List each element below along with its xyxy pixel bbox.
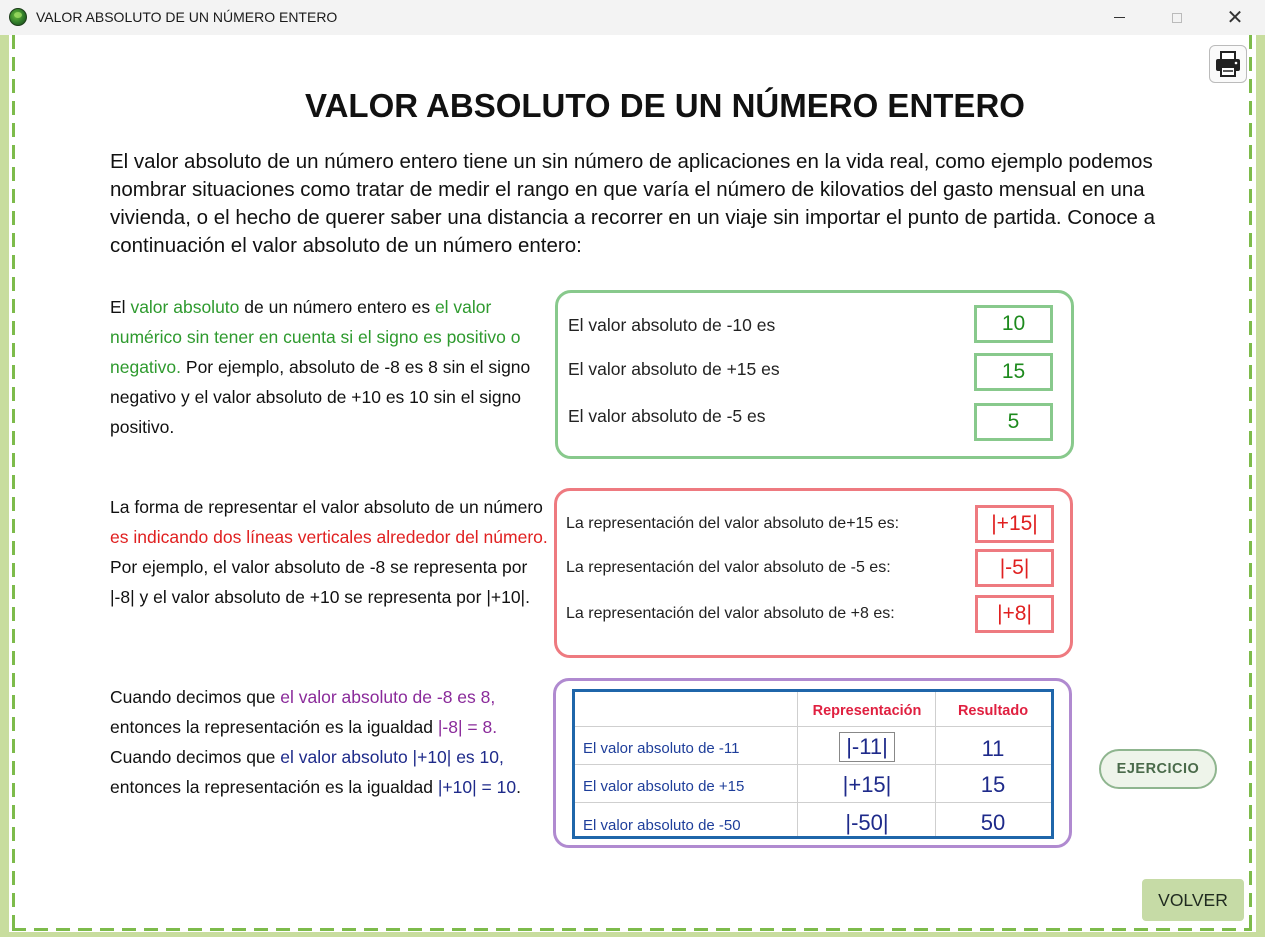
table-cell-representation: |-50|: [845, 810, 889, 835]
table-divider: [575, 726, 1051, 727]
table-cell-result: 15: [980, 772, 1006, 797]
representation-row-label: La representación del valor absoluto de+15 es:: [566, 515, 900, 532]
print-button[interactable]: [1209, 45, 1247, 83]
answer-box[interactable]: |+15|: [975, 505, 1054, 543]
answer-box[interactable]: 10: [974, 305, 1053, 343]
bottom-dashed-border: [12, 928, 1252, 931]
table-row-label: El valor absoluto de +15: [583, 778, 745, 795]
answer-box[interactable]: |+8|: [975, 595, 1054, 633]
close-button[interactable]: [1212, 0, 1258, 35]
page-title: VALOR ABSOLUTO DE UN NÚMERO ENTERO: [305, 87, 1025, 124]
representation-input[interactable]: |-11|: [839, 732, 895, 762]
main-canvas: [0, 35, 1265, 937]
left-border-strip: [0, 35, 9, 937]
right-border-strip: [1256, 35, 1265, 937]
equality-paragraph: [110, 682, 550, 802]
text-segment: de un número entero es: [244, 297, 435, 317]
table-cell-result: 50: [980, 810, 1006, 835]
globe-icon: [9, 8, 27, 26]
answer-box[interactable]: |-5|: [975, 549, 1054, 587]
table-row-label: El valor absoluto de -50: [583, 817, 741, 834]
right-dashed-border: [1249, 35, 1252, 937]
intro-paragraph: El valor absoluto de un número entero tiene un sin número de aplicaciones en la vida real, como ejemplo podemos nombrar situaciones como tratar de medir el rango en que varía el número de kilovatios del gasto mensual en una vivienda, o el hecho de querer saber una distancia a recorrer en un viaje sin importar el punto de partida. Conoce a continuación el valor absoluto de un número entero:: [110, 150, 1155, 257]
highlight-example-1: el valor absoluto de -8 es 8,: [280, 687, 496, 707]
equality-table: [572, 689, 1054, 839]
answer-box[interactable]: 15: [974, 353, 1053, 391]
maximize-button[interactable]: [1154, 0, 1200, 35]
highlight-example-2: el valor absoluto |+10| es 10,: [280, 747, 504, 767]
representation-row-label: La representación del valor absoluto de +8 es:: [566, 605, 895, 622]
highlight-term: valor absoluto: [130, 297, 245, 317]
maximize-icon: [1172, 13, 1182, 23]
table-header-representation: Representación: [812, 703, 922, 719]
text-segment: entonces la representación es la igualdad: [110, 717, 438, 737]
definition-paragraph: [110, 292, 550, 442]
text-segment: Cuando decimos que: [110, 747, 281, 767]
representation-examples-box: [554, 488, 1073, 658]
example-row-label: El valor absoluto de +15 es: [568, 359, 780, 379]
table-divider: [575, 764, 1051, 765]
bottom-border-strip: [0, 932, 1265, 937]
close-icon: ✕: [1226, 6, 1244, 29]
highlight-equality-1: |-8| = 8.: [437, 717, 498, 737]
table-cell-representation: |+15|: [842, 772, 892, 797]
minimize-button[interactable]: [1096, 0, 1142, 35]
text-segment: El: [110, 297, 131, 317]
text-segment: Cuando decimos que: [110, 687, 281, 707]
table-divider: [575, 802, 1051, 803]
text-segment: entonces la representación es la igualdad: [110, 777, 438, 797]
example-row-label: El valor absoluto de -10 es: [568, 315, 776, 335]
window-title: VALOR ABSOLUTO DE UN NÚMERO ENTERO: [36, 9, 338, 25]
text-segment: .: [516, 777, 521, 797]
representation-paragraph: [110, 492, 550, 612]
table-row-label: El valor absoluto de -11: [583, 740, 740, 757]
table-cell-result: 11: [981, 736, 1005, 761]
absolute-value-examples-box: [555, 290, 1074, 459]
window-titlebar: [0, 0, 1265, 35]
minimize-icon: [1114, 17, 1125, 18]
representation-row-label: La representación del valor absoluto de -5 es:: [566, 559, 891, 576]
table-cell-representation[interactable]: [797, 732, 937, 762]
volver-button[interactable]: VOLVER: [1142, 879, 1244, 921]
answer-box[interactable]: 5: [974, 403, 1053, 441]
text-segment: Por ejemplo, absoluto de -8 es 8 sin el signo negativo y el valor absoluto de +10 es 10 sin el signo positivo.: [110, 357, 531, 437]
highlight-representation: es indicando dos líneas verticales alrededor del número.: [110, 527, 548, 547]
printer-icon: [1213, 49, 1243, 79]
left-dashed-border: [12, 35, 15, 937]
text-segment: Por ejemplo, el valor absoluto de -8 se representa por |-8| y el valor absoluto de +10 se representa por |+10|.: [110, 557, 530, 607]
highlight-definition: el valor numérico sin tener en cuenta si el signo es positivo o negativo.: [110, 297, 521, 377]
table-header-result: Resultado: [957, 703, 1029, 719]
example-row-label: El valor absoluto de -5 es: [568, 406, 766, 426]
highlight-equality-2: |+10| = 10: [437, 777, 517, 797]
text-segment: La forma de representar el valor absoluto de un número: [110, 497, 543, 517]
ejercicio-button[interactable]: EJERCICIO: [1099, 749, 1217, 789]
